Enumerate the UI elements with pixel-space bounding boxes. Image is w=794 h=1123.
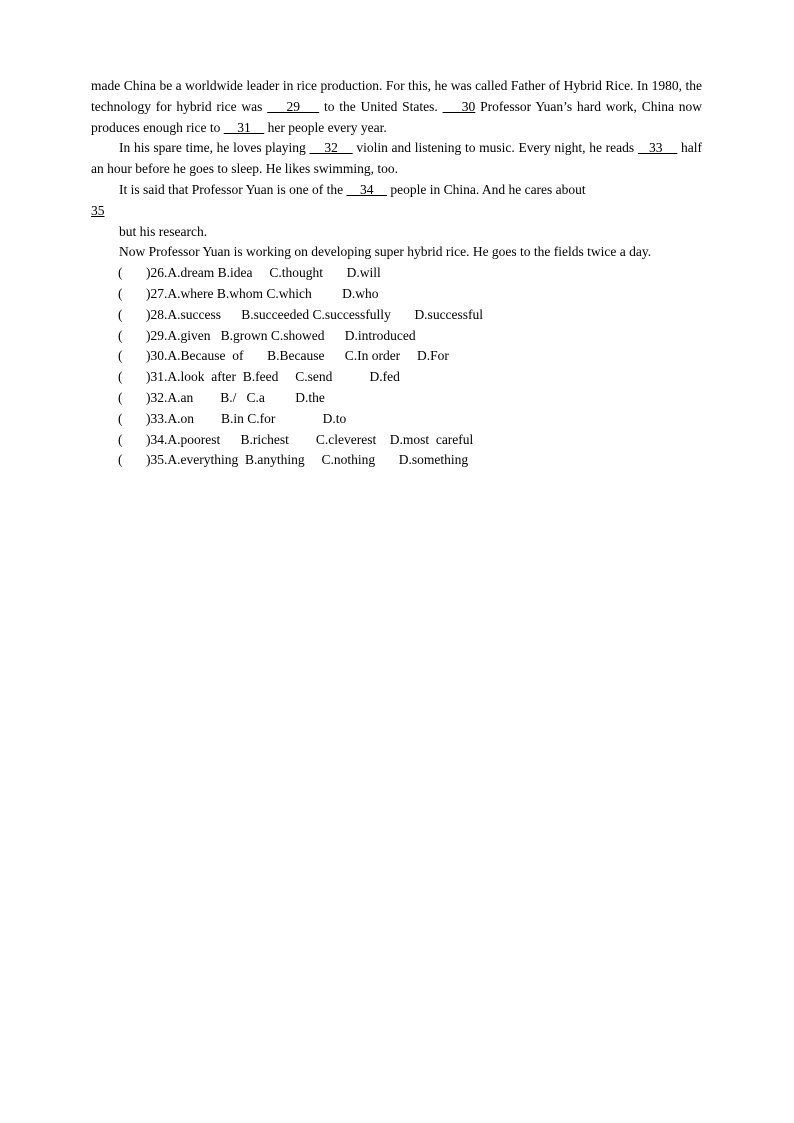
- passage-paragraph-2: [91, 138, 702, 180]
- question-row-26: [118, 263, 702, 284]
- question-options: )33.A.on B.in C.for D.to: [146, 410, 347, 426]
- question-row-30: [118, 346, 702, 367]
- question-row-32: [118, 388, 702, 409]
- question-row-29: [118, 326, 702, 347]
- blank-29: 29: [267, 98, 320, 114]
- passage-text: Professor Yuan’s hard work, China now produces enough rice to: [91, 98, 702, 135]
- question-row-31: [118, 367, 702, 388]
- passage-text: people in China. And he cares about: [386, 181, 586, 197]
- passage-text: made China be a worldwide leader in rice production. For this, he was called Father of Hybrid Rice. In 1980, the technology for hybrid rice was: [91, 78, 702, 114]
- question-row-27: [118, 284, 702, 305]
- question-options: )35.A.everything B.anything C.nothing D.something: [146, 452, 469, 468]
- answer-bracket[interactable]: (: [118, 327, 123, 343]
- question-options: )30.A.Because of B.Because C.In order D.For: [146, 348, 449, 364]
- passage-paragraph-3-continued: but his research.: [119, 223, 208, 239]
- question-options: )29.A.given B.grown C.showed D.introduced: [146, 327, 416, 343]
- answer-bracket[interactable]: (: [118, 431, 123, 447]
- question-options: )26.A.dream B.idea C.thought D.will: [146, 265, 381, 281]
- blank-30: 30: [442, 98, 476, 114]
- passage-text: to the United States.: [319, 98, 443, 114]
- passage-paragraph-3: [91, 180, 702, 222]
- answer-bracket[interactable]: (: [118, 348, 123, 364]
- answer-bracket[interactable]: (: [118, 410, 123, 426]
- question-list: [91, 263, 702, 471]
- passage-text: half an hour before he goes to sleep. He likes swimming, too.: [91, 140, 702, 177]
- question-options: )31.A.look after B.feed C.send D.fed: [146, 369, 400, 385]
- question-options: )34.A.poorest B.richest C.cleverest D.most careful: [146, 431, 474, 447]
- question-row-33: [118, 409, 702, 430]
- blank-33: 33: [637, 140, 678, 156]
- passage-text: In his spare time, he loves playing: [119, 140, 310, 156]
- question-options: )27.A.where B.whom C.which D.who: [146, 285, 379, 301]
- passage-text: It is said that Professor Yuan is one of the: [119, 181, 347, 197]
- answer-bracket[interactable]: (: [118, 265, 123, 281]
- answer-bracket[interactable]: (: [118, 285, 123, 301]
- blank-32: 32: [309, 140, 353, 156]
- answer-bracket[interactable]: (: [118, 389, 123, 405]
- blank-35: 35: [91, 202, 105, 218]
- question-options: )28.A.success B.succeeded C.successfully D.successful: [146, 306, 484, 322]
- blank-31: 31: [223, 119, 265, 135]
- answer-bracket[interactable]: (: [118, 306, 123, 322]
- document-page: [91, 76, 702, 471]
- question-row-35: [118, 450, 702, 471]
- blank-34: 34: [346, 181, 387, 197]
- passage-text: her people every year.: [264, 119, 387, 135]
- question-options: )32.A.an B./ C.a D.the: [146, 389, 325, 405]
- question-row-28: [118, 305, 702, 326]
- passage-paragraph-1: [91, 76, 702, 138]
- answer-bracket[interactable]: (: [118, 452, 123, 468]
- passage-paragraph-4: Now Professor Yuan is working on developing super hybrid rice. He goes to the fields twice a day.: [119, 244, 652, 260]
- question-row-34: [118, 430, 702, 451]
- passage-text: violin and listening to music. Every night, he reads: [352, 140, 638, 156]
- answer-bracket[interactable]: (: [118, 369, 123, 385]
